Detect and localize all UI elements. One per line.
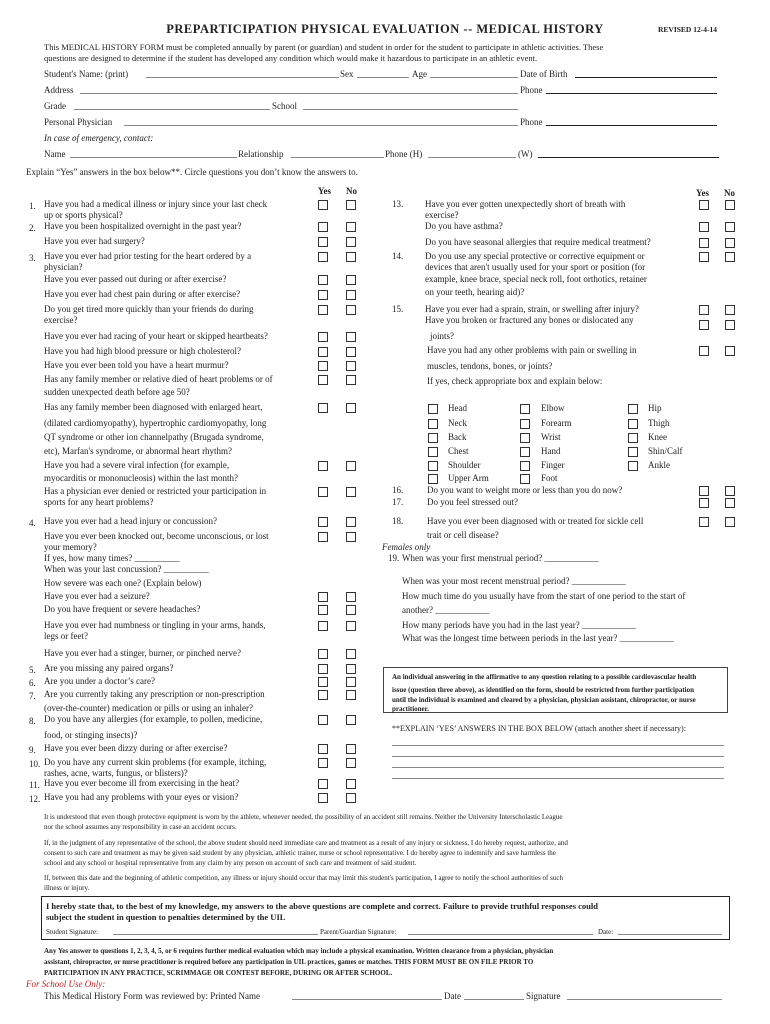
no-checkbox[interactable] — [346, 305, 356, 315]
body-part-label: Finger — [541, 460, 565, 470]
yes-checkbox[interactable] — [318, 361, 328, 371]
body-part-label: Shin/Calf — [648, 446, 683, 456]
yes-checkbox[interactable] — [318, 347, 328, 357]
explain-line-3[interactable] — [392, 767, 724, 768]
question-number: 6. — [29, 678, 36, 688]
question-number: 14. — [392, 251, 404, 261]
parent-signature-field[interactable] — [408, 934, 593, 935]
yes-checkbox[interactable] — [318, 664, 328, 674]
yes-checkbox[interactable] — [318, 517, 328, 527]
yes-checkbox[interactable] — [318, 403, 328, 413]
question-text: Have you ever passed out during or after exercise? — [44, 274, 227, 284]
no-checkbox[interactable] — [346, 487, 356, 497]
body-part-label: Chest — [448, 446, 469, 456]
yes-checkbox[interactable] — [699, 238, 709, 248]
body-part-label: Back — [448, 432, 467, 442]
yes-checkbox[interactable] — [699, 252, 709, 262]
no-checkbox[interactable] — [725, 200, 735, 210]
no-header-right: No — [724, 188, 735, 198]
question-text: joints? — [430, 331, 454, 341]
yes-header-left: Yes — [318, 186, 331, 196]
intro-line-2: questions are designed to determine if the student has developed any condition which would make it hazardous to participate in an athletic event. — [44, 53, 538, 63]
question-number: 10. — [29, 759, 41, 769]
question-number: 3. — [29, 253, 36, 263]
question-text: your memory? — [44, 542, 97, 552]
body-part-checkbox[interactable] — [428, 433, 438, 443]
question-text: How many periods have you had in the last year? ____________ — [402, 620, 636, 630]
yes-checkbox[interactable] — [318, 715, 328, 725]
question-text: Have you had any problems with your eyes or vision? — [44, 792, 239, 802]
question-text: Has a physician ever denied or restricted your participation in — [44, 486, 267, 496]
yes-checkbox[interactable] — [318, 532, 328, 542]
sex-field[interactable] — [357, 77, 409, 78]
no-checkbox[interactable] — [725, 498, 735, 508]
relationship-field[interactable] — [291, 157, 384, 158]
explain-line-1[interactable] — [392, 745, 724, 746]
no-checkbox[interactable] — [346, 744, 356, 754]
question-text: sudden unexpected death before age 50? — [44, 387, 190, 397]
question-text: Do you want to weight more or less than you do now? — [427, 485, 623, 495]
question-text: etc), Marfan's syndrome, or abnormal heart rhythm? — [44, 446, 233, 456]
question-number: 5. — [29, 665, 36, 675]
school-use-label: For School Use Only: — [26, 979, 106, 989]
question-text: Do you have frequent or severe headaches? — [44, 604, 201, 614]
grade-field[interactable] — [74, 109, 270, 110]
reviewer-signature-field[interactable] — [567, 999, 722, 1000]
body-part-label: Foot — [541, 473, 558, 483]
question-text: legs or feet? — [44, 631, 88, 641]
relationship-label: Relationship — [238, 149, 284, 159]
question-text: devices that aren't usually used for your sport or position (for — [425, 262, 646, 272]
legal-1b: nor the school assumes any responsibility in case an accident occurs. — [44, 823, 237, 831]
legal-2c: school and any school or hospital representative from any claim by any person on account of such care and treatment of said student. — [44, 859, 417, 867]
question-text: Do you get tired more quickly than your friends do during — [44, 304, 254, 314]
yes-checkbox[interactable] — [318, 252, 328, 262]
question-number: 1. — [29, 201, 36, 211]
yes-checkbox[interactable] — [318, 487, 328, 497]
body-part-checkbox[interactable] — [520, 447, 530, 457]
student-name-field[interactable] — [146, 77, 339, 78]
certify-date-field[interactable] — [618, 934, 722, 935]
question-text: (over-the-counter) medication or pills or using an inhaler? — [44, 703, 253, 713]
certify-date-label: Date: — [598, 928, 614, 936]
no-checkbox[interactable] — [346, 532, 356, 542]
footer-line-2: assistant, chiropractor, or nurse practitioner is required before any participation in UIL practices, games or matches. THIS FORM MUST BE ON FILE PRIOR TO — [44, 958, 534, 966]
question-text: another? ____________ — [402, 605, 490, 615]
body-part-checkbox[interactable] — [520, 433, 530, 443]
question-number: 12. — [29, 794, 41, 804]
yes-checkbox[interactable] — [699, 305, 709, 315]
dob-label: Date of Birth — [520, 69, 568, 79]
reviewed-by-label: This Medical History Form was reviewed by: Printed Name — [44, 991, 260, 1001]
parent-signature-label: Parent/Guardian Signature: — [320, 928, 397, 936]
yes-checkbox[interactable] — [318, 332, 328, 342]
question-text: When was your first menstrual period? ____________ — [402, 553, 599, 563]
phone-w-field[interactable] — [538, 157, 719, 158]
no-checkbox[interactable] — [346, 290, 356, 300]
yes-checkbox[interactable] — [318, 779, 328, 789]
question-text: sports for any heart problems? — [44, 497, 154, 507]
no-checkbox[interactable] — [346, 793, 356, 803]
question-number: 16. — [392, 485, 404, 495]
question-text: How much time do you usually have from the start of one period to the start of — [402, 591, 686, 601]
body-part-checkbox[interactable] — [520, 404, 530, 414]
explain-yes-heading: **EXPLAIN ‘YES’ ANSWERS IN THE BOX BELOW (attach another sheet if necessary): — [392, 724, 686, 733]
cardio-line-4: practitioner. — [392, 705, 429, 713]
no-checkbox[interactable] — [346, 715, 356, 725]
phone-field[interactable] — [546, 93, 717, 94]
footer-line-1: Any Yes answer to questions 1, 2, 3, 4, 5, or 6 requires further medical evaluation which may include a physical examination. Written clearance from a physician, physician — [44, 947, 554, 955]
yes-checkbox[interactable] — [318, 200, 328, 210]
question-text: Have you ever had chest pain during or after exercise? — [44, 289, 241, 299]
reviewer-name-field[interactable] — [292, 999, 442, 1000]
phone-w-label: (W) — [518, 149, 533, 159]
no-header-left: No — [346, 186, 357, 196]
no-checkbox[interactable] — [346, 222, 356, 232]
yes-checkbox[interactable] — [699, 517, 709, 527]
question-number: 8. — [29, 716, 36, 726]
student-signature-field[interactable] — [113, 934, 318, 935]
question-number: 18. — [392, 516, 404, 526]
question-number: 15. — [392, 304, 404, 314]
no-checkbox[interactable] — [725, 222, 735, 232]
cardio-line-3: until the individual is examined and cleared by a physician, physician assistant, chiropractor, or nurse — [392, 696, 696, 704]
body-part-label: Neck — [448, 418, 467, 428]
question-text: exercise? — [44, 315, 78, 325]
question-text: Has any family member or relative died of heart problems or of — [44, 374, 273, 384]
body-part-checkbox[interactable] — [520, 461, 530, 471]
question-text: Have you ever been knocked out, become unconscious, or lost — [44, 531, 269, 541]
body-part-checkbox[interactable] — [628, 404, 638, 414]
question-text: Have you ever been told you have a heart murmur? — [44, 360, 229, 370]
question-text: Do you use any special protective or corrective equipment or — [425, 251, 645, 261]
yes-checkbox[interactable] — [699, 346, 709, 356]
cardio-line-2: issue (question three above), as identified on the form, should be restricted from further participation — [392, 686, 695, 694]
question-number: 2. — [29, 223, 36, 233]
explain-line-4[interactable] — [392, 778, 724, 779]
no-checkbox[interactable] — [346, 605, 356, 615]
physician-field[interactable] — [124, 125, 518, 126]
no-checkbox[interactable] — [346, 758, 356, 768]
question-text: Do you have any current skin problems (for example, itching, — [44, 757, 267, 767]
yes-checkbox[interactable] — [318, 222, 328, 232]
legal-2a: If, in the judgment of any representative of the school, the above student should need immediate care and treatment as a result of any injury or sickness, I do hereby request, authorize, and — [44, 839, 568, 847]
revised-date: REVISED 12-4-14 — [658, 25, 717, 34]
question-text: Have you ever had a head injury or concussion? — [44, 516, 217, 526]
body-part-checkbox[interactable] — [628, 419, 638, 429]
body-part-checkbox[interactable] — [428, 474, 438, 484]
yes-checkbox[interactable] — [318, 744, 328, 754]
no-checkbox[interactable] — [346, 461, 356, 471]
body-part-label: Shoulder — [448, 460, 481, 470]
certify-line-1: I hereby state that, to the best of my knowledge, my answers to the above questions are complete and correct. Failure to provide truthful responses could — [46, 901, 598, 911]
question-text: QT syndrome or other ion channelpathy (Brugada syndrome, — [44, 432, 264, 442]
yes-checkbox[interactable] — [318, 793, 328, 803]
question-text: Have you ever had a seizure? — [44, 591, 150, 601]
reviewer-signature-label: Signature — [526, 991, 561, 1001]
no-checkbox[interactable] — [725, 305, 735, 315]
form-title: PREPARTICIPATION PHYSICAL EVALUATION -- MEDICAL HISTORY — [166, 22, 604, 36]
body-part-label: Knee — [648, 432, 667, 442]
legal-2b: consent to such care and treatment as may be given said student by any physician, athletic trainer, nurse or school representative. I do hereby agree to indemnify and save harmless the — [44, 849, 556, 857]
student-signature-label: Student Signature: — [46, 928, 98, 936]
question-text: Have you been hospitalized overnight in the past year? — [44, 221, 242, 231]
emergency-label: In case of emergency, contact: — [44, 133, 154, 143]
question-text: Have you had high blood pressure or high cholesterol? — [44, 346, 241, 356]
question-text: How severe was each one? (Explain below) — [44, 578, 202, 588]
question-text: Have you ever been dizzy during or after exercise? — [44, 743, 228, 753]
question-text: Have you had a severe viral infection (for example, — [44, 460, 230, 470]
yes-checkbox[interactable] — [318, 758, 328, 768]
question-text: rashes, acne, warts, fungus, or blisters)? — [44, 768, 188, 778]
yes-checkbox[interactable] — [318, 649, 328, 659]
question-text: Have you ever become ill from exercising in the heat? — [44, 778, 240, 788]
body-part-checkbox[interactable] — [628, 461, 638, 471]
no-checkbox[interactable] — [725, 238, 735, 248]
question-text: trait or cell disease? — [427, 530, 499, 540]
yes-checkbox[interactable] — [699, 498, 709, 508]
body-part-label: Hip — [648, 403, 662, 413]
certify-line-2: subject the student in question to penalties determined by the UIL — [46, 912, 286, 922]
body-part-label: Head — [448, 403, 467, 413]
question-text: Are you currently taking any prescription or non-prescription — [44, 689, 265, 699]
no-checkbox[interactable] — [346, 517, 356, 527]
phone-h-label: Phone (H) — [385, 149, 423, 159]
question-text: example, knee brace, special neck roll, foot orthotics, retainer — [425, 274, 647, 284]
school-field[interactable] — [303, 109, 518, 110]
no-checkbox[interactable] — [346, 592, 356, 602]
question-text: Have you ever had racing of your heart or skipped heartbeats? — [44, 331, 268, 341]
no-checkbox[interactable] — [725, 252, 735, 262]
yes-checkbox[interactable] — [699, 200, 709, 210]
footer-line-3: PARTICIPATION IN ANY PRACTICE, SCRIMMAGE OR CONTEST BEFORE, DURING OR AFTER SCHOOL. — [44, 969, 393, 977]
address-label: Address — [44, 85, 74, 95]
yes-checkbox[interactable] — [318, 290, 328, 300]
question-text: Have you ever had a stinger, burner, or pinched nerve? — [44, 648, 241, 658]
question-text: Have you ever had surgery? — [44, 236, 145, 246]
question-number: 17. — [392, 497, 404, 507]
yes-checkbox[interactable] — [699, 486, 709, 496]
yes-checkbox[interactable] — [318, 305, 328, 315]
no-checkbox[interactable] — [346, 237, 356, 247]
no-checkbox[interactable] — [346, 347, 356, 357]
yes-header-right: Yes — [696, 188, 709, 198]
sex-label: Sex — [340, 69, 354, 79]
no-checkbox[interactable] — [346, 779, 356, 789]
body-part-checkbox[interactable] — [428, 404, 438, 414]
question-text: Are you under a doctor’s care? — [44, 676, 156, 686]
females-only-label: Females only — [382, 542, 431, 552]
body-part-label: Thigh — [648, 418, 670, 428]
question-number: 4. — [29, 518, 36, 528]
question-text: Do you feel stressed out? — [427, 497, 518, 507]
explain-line-2[interactable] — [392, 756, 724, 757]
age-label: Age — [412, 69, 427, 79]
physician-phone-label: Phone — [520, 117, 543, 127]
question-text: If yes, check appropriate box and explain below: — [427, 376, 603, 386]
no-checkbox[interactable] — [346, 252, 356, 262]
question-text: up or sports physical? — [44, 210, 123, 220]
legal-1a: It is understood that even though protective equipment is worn by the athlete, whenever needed, the possibility of an accident still remains. Neither the University Interscholastic League — [44, 813, 563, 821]
question-text: myocarditis or mononucleosis) within the last month? — [44, 473, 238, 483]
question-text: When was your most recent menstrual period? ____________ — [402, 576, 626, 586]
question-text: on your teeth, hearing aid)? — [425, 287, 525, 297]
question-text: Have you had a medical illness or injury since your last check — [44, 199, 268, 209]
grade-label: Grade — [44, 101, 66, 111]
dob-field[interactable] — [575, 77, 717, 78]
no-checkbox[interactable] — [346, 332, 356, 342]
no-checkbox[interactable] — [346, 690, 356, 700]
no-checkbox[interactable] — [346, 375, 356, 385]
no-checkbox[interactable] — [725, 346, 735, 356]
question-text: physician? — [44, 262, 83, 272]
yes-checkbox[interactable] — [318, 605, 328, 615]
question-text: Do you have any allergies (for example, to pollen, medicine, — [44, 714, 263, 724]
address-field[interactable] — [80, 93, 518, 94]
school-label: School — [272, 101, 298, 111]
body-part-label: Hand — [541, 446, 561, 456]
yes-checkbox[interactable] — [318, 375, 328, 385]
yes-checkbox[interactable] — [699, 222, 709, 232]
question-number: 19. — [388, 553, 400, 563]
emergency-name-field[interactable] — [70, 157, 237, 158]
reviewed-date-label: Date — [444, 991, 461, 1001]
question-text: Do you have seasonal allergies that require medical treatment? — [425, 237, 651, 247]
no-checkbox[interactable] — [346, 621, 356, 631]
explain-instructions: Explain “Yes” answers in the box below**. Circle questions you don’t know the answers to. — [26, 167, 358, 177]
no-checkbox[interactable] — [346, 361, 356, 371]
no-checkbox[interactable] — [346, 403, 356, 413]
question-number: 11. — [29, 780, 40, 790]
question-text: Have you ever had prior testing for the heart ordered by a — [44, 251, 252, 261]
yes-checkbox[interactable] — [318, 275, 328, 285]
question-text: muscles, tendons, bones, or joints? — [427, 361, 553, 371]
age-field[interactable] — [430, 77, 518, 78]
phone-h-field[interactable] — [428, 157, 516, 158]
reviewed-date-field[interactable] — [464, 999, 524, 1000]
yes-checkbox[interactable] — [318, 690, 328, 700]
yes-checkbox[interactable] — [318, 592, 328, 602]
no-checkbox[interactable] — [346, 664, 356, 674]
question-text: Have you broken or fractured any bones or dislocated any — [425, 315, 634, 325]
question-text: Have you had any other problems with pain or swelling in — [427, 345, 637, 355]
no-checkbox[interactable] — [725, 320, 735, 330]
question-text: What was the longest time between periods in the last year? ____________ — [402, 633, 674, 643]
no-checkbox[interactable] — [725, 486, 735, 496]
question-number: 7. — [29, 691, 36, 701]
body-part-checkbox[interactable] — [628, 447, 638, 457]
yes-checkbox[interactable] — [318, 621, 328, 631]
intro-line-1: This MEDICAL HISTORY FORM must be completed annually by parent (or guardian) and student in order for the student to participate in athletic activities. These — [44, 42, 604, 52]
question-text: Have you ever had numbness or tingling in your arms, hands, — [44, 620, 266, 630]
legal-3a: If, between this date and the beginning of athletic competition, any illness or injury should occur that may limit this student's participation, I agree to notify the school authorities of such — [44, 874, 563, 882]
body-part-checkbox[interactable] — [628, 433, 638, 443]
question-text: Have you ever had a sprain, strain, or swelling after injury? — [425, 304, 639, 314]
body-part-label: Upper Arm — [448, 473, 489, 483]
question-text: exercise? — [425, 210, 459, 220]
no-checkbox[interactable] — [346, 200, 356, 210]
question-number: 9. — [29, 745, 36, 755]
physician-label: Personal Physician — [44, 117, 113, 127]
phone-label: Phone — [520, 85, 543, 95]
body-part-label: Ankle — [648, 460, 670, 470]
question-text: Do you have asthma? — [425, 221, 503, 231]
yes-checkbox[interactable] — [699, 320, 709, 330]
yes-checkbox[interactable] — [318, 461, 328, 471]
yes-checkbox[interactable] — [318, 237, 328, 247]
body-part-checkbox[interactable] — [520, 474, 530, 484]
question-text: Have you ever gotten unexpectedly short of breath with — [425, 199, 626, 209]
question-text: When was your last concussion? __________ — [44, 564, 209, 574]
body-part-checkbox[interactable] — [428, 461, 438, 471]
question-text: (dilated cardiomyopathy), hypertrophic cardiomyopathy, long — [44, 418, 267, 428]
question-number: 13. — [392, 199, 404, 209]
yes-checkbox[interactable] — [318, 677, 328, 687]
question-text: If yes, how many times? __________ — [44, 553, 180, 563]
body-part-label: Forearm — [541, 418, 572, 428]
body-part-checkbox[interactable] — [520, 419, 530, 429]
no-checkbox[interactable] — [346, 649, 356, 659]
question-text: Have you ever been diagnosed with or treated for sickle cell — [427, 516, 644, 526]
body-part-checkbox[interactable] — [428, 447, 438, 457]
question-text: Has any family member been diagnosed with enlarged heart, — [44, 402, 263, 412]
body-part-label: Wrist — [541, 432, 561, 442]
no-checkbox[interactable] — [346, 275, 356, 285]
no-checkbox[interactable] — [346, 677, 356, 687]
body-part-label: Elbow — [541, 403, 565, 413]
question-text: food, or stinging insects)? — [44, 730, 138, 740]
body-part-checkbox[interactable] — [428, 419, 438, 429]
legal-3b: illness or injury. — [44, 884, 90, 892]
student-name-label: Student's Name: (print) — [44, 69, 129, 79]
no-checkbox[interactable] — [725, 517, 735, 527]
physician-phone-field[interactable] — [546, 125, 717, 126]
cardio-line-1: An individual answering in the affirmative to any question relating to a possible cardiovascular health — [392, 673, 697, 681]
question-text: Are you missing any paired organs? — [44, 663, 174, 673]
emergency-name-label: Name — [44, 149, 66, 159]
